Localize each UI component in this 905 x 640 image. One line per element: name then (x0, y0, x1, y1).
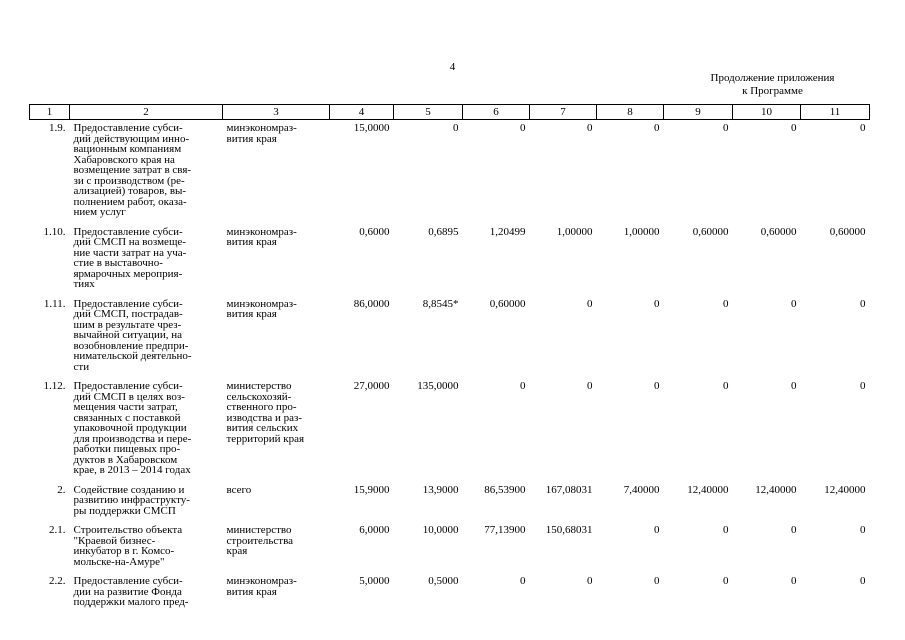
row-value: 0 (860, 524, 866, 536)
row-value: 0 (587, 575, 593, 587)
row-value: 0 (520, 122, 526, 134)
row-name: Предоставление субси- дий действующим инно- вационным компаниям Хабаровского края на возмещение затрат в свя- зи с производством (ре- ализацией) товаров, вы- полнением работ, оказа- нием услуг (73, 122, 192, 218)
table-row (30, 120, 870, 224)
program-table (29, 104, 870, 614)
row-value: 8,8545* (422, 297, 459, 310)
row-value: 0 (860, 575, 866, 587)
row-responsible: минэкономраз- вития края (226, 225, 297, 248)
row-responsible: минэкономраз- вития края (226, 297, 297, 320)
row-value: 13,9000 (422, 483, 459, 496)
row-value: 0 (723, 297, 729, 310)
table-row (30, 378, 870, 482)
row-value: 0 (791, 122, 797, 134)
row-code: 2.2. (49, 575, 66, 587)
table-row (30, 522, 870, 573)
row-value: 15,0000 (353, 122, 390, 134)
row-value: 167,08031 (545, 483, 593, 496)
row-value: 10,0000 (422, 524, 459, 536)
row-value: 0 (587, 297, 593, 310)
row-value: 0 (723, 122, 729, 134)
row-responsible: всего (226, 483, 252, 496)
column-header: 1 (30, 105, 70, 120)
row-value: 0 (654, 524, 660, 536)
row-value: 0 (654, 297, 660, 310)
row-value: 0 (654, 122, 660, 134)
row-value: 12,40000 (824, 483, 866, 496)
row-value: 1,00000 (556, 225, 593, 238)
row-value: 6,0000 (359, 524, 390, 536)
row-value: 0 (587, 122, 593, 134)
row-code: 1.10. (43, 225, 66, 238)
row-value: 0,60000 (760, 225, 797, 238)
column-header: 4 (330, 105, 394, 120)
row-value: 0 (654, 575, 660, 587)
row-value: 0 (587, 380, 593, 392)
row-value: 0,60000 (692, 225, 729, 238)
row-value: 135,0000 (417, 380, 459, 392)
column-header: 3 (223, 105, 330, 120)
continuation-caption (690, 72, 855, 98)
row-code: 1.9. (49, 122, 66, 134)
row-value: 0 (654, 380, 660, 392)
row-value: 0 (723, 575, 729, 587)
row-name: Содействие созданию и развитию инфраструкту- ры поддержки СМСП (73, 483, 190, 517)
row-name: Предоставление субси- дий СМСП в целях воз- мещения части затрат, связанных с поставкой упаковочной продукции для производства и пере- работки пищевых про- дуктов в Хабаровском крае, в 2013 – 2014 годах (73, 380, 192, 476)
continuation-line-2: к Программе (742, 85, 803, 97)
row-value: 0 (860, 122, 866, 134)
row-responsible: министерство сельскохозяй- ственного про- изводства и раз- вития сельских территорий края (226, 380, 305, 445)
row-value: 0 (860, 297, 866, 310)
row-value: 0 (791, 575, 797, 587)
row-value: 150,68031 (545, 524, 593, 536)
column-header: 8 (597, 105, 664, 120)
row-name: Предоставление субси- дий СМСП на возмеще- ние части затрат на уча- стие в выставочно- ярмарочных мероприя- тиях (73, 225, 187, 290)
column-header: 2 (70, 105, 223, 120)
row-code: 1.12. (43, 380, 66, 392)
row-responsible: министерство строительства края (226, 524, 294, 557)
row-value: 5,0000 (359, 575, 390, 587)
row-value: 0,6000 (359, 225, 390, 238)
table-row (30, 296, 870, 379)
table-row (30, 224, 870, 296)
row-value: 86,53900 (484, 483, 526, 496)
row-value: 0 (520, 575, 526, 587)
row-code: 2.1. (49, 524, 66, 536)
row-responsible: минэкономраз- вития края (226, 122, 297, 145)
row-value: 7,40000 (623, 483, 660, 496)
column-header: 9 (664, 105, 733, 120)
row-value: 0 (520, 380, 526, 392)
row-value: 0 (723, 524, 729, 536)
row-value: 0,6895 (428, 225, 459, 238)
row-responsible: минэкономраз- вития края (226, 575, 297, 598)
row-value: 0,5000 (428, 575, 459, 587)
column-header: 10 (733, 105, 801, 120)
row-value: 0 (723, 380, 729, 392)
row-value: 1,20499 (489, 225, 526, 238)
row-value: 86,0000 (353, 297, 390, 310)
header-row (30, 105, 870, 120)
column-header: 11 (801, 105, 870, 120)
page-number: 4 (449, 61, 456, 73)
row-name: Строительство объекта "Краевой бизнес- инкубатор в г. Комсо- мольске-на-Амуре" (73, 524, 183, 568)
row-value: 0,60000 (489, 297, 526, 310)
row-value: 0 (453, 122, 459, 134)
row-value: 27,0000 (353, 380, 390, 392)
row-value: 0 (791, 380, 797, 392)
row-value: 77,13900 (484, 524, 526, 536)
continuation-line-1: Продолжение приложения (710, 72, 835, 84)
row-value: 15,9000 (353, 483, 390, 496)
row-value: 0 (860, 380, 866, 392)
row-code: 2. (57, 483, 66, 496)
row-value: 0 (791, 524, 797, 536)
column-header: 6 (463, 105, 530, 120)
row-value: 1,00000 (623, 225, 660, 238)
row-value: 12,40000 (755, 483, 797, 496)
column-header: 7 (530, 105, 597, 120)
row-value: 12,40000 (687, 483, 729, 496)
column-header: 5 (394, 105, 463, 120)
row-name: Предоставление субси- дии на развитие Фонда поддержки малого пред- (73, 575, 189, 608)
table-row (30, 573, 870, 614)
row-value: 0 (791, 297, 797, 310)
row-code: 1.11. (43, 297, 66, 310)
row-value: 0,60000 (829, 225, 866, 238)
row-name: Предоставление субси- дий СМСП, пострадав- шим в результате чрез- вычайной ситуации, на возобновление предпри- нимательской деятельно- сти (73, 297, 192, 373)
table-row (30, 482, 870, 523)
